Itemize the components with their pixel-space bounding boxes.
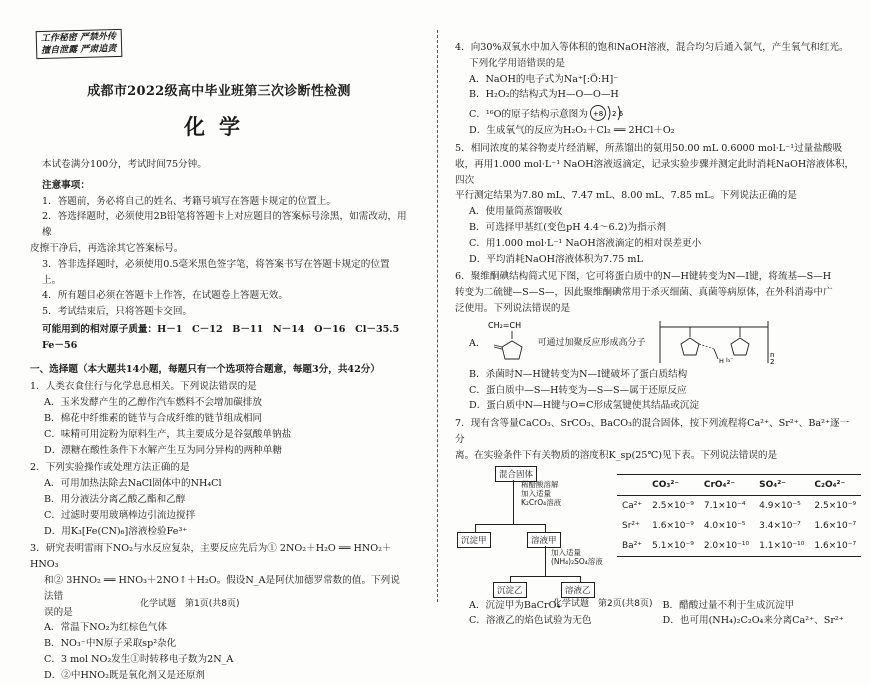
note-4: 4．所有题目必须在答题卡上作答，在试题卷上答题无效。 [42,290,288,302]
stamp-line-2: 擅自泄露 严肃追责 [41,44,117,56]
q3-stem-1: 3．研究表明雷雨下NO₂与水反应复杂，主要反应先后为① 2NO₂＋H₂O ══ HNO₂＋HNO₃ [30,543,392,571]
note-2: 2．答选择题时，必须使用2B铅笔将答题卡上对应题目的答案标号涂黑，如需改动，用橡 [42,211,407,239]
q7-line-2: 离。在实验条件下有关物质的溶度积K_sp(25℃)见下表。下列说法错误的是 [455,449,778,461]
q3-option-b: B．NO₃⁻中N原子采取sp²杂化 [44,638,177,650]
q6-poly-note: 可通过加聚反应形成高分子 [537,338,646,349]
flow-start: 混合固体 [495,466,537,482]
ksp-header: CO₃²⁻ [652,479,680,490]
q2-option-c: C．过滤时要用玻璃棒边引流边搅拌 [44,509,196,521]
ksp-cell: 2.5×10⁻⁹ [814,500,857,511]
ksp-cell: 5.1×10⁻⁹ [652,540,694,551]
q5-option-a: A．使用量筒蒸馏吸收 [469,206,563,218]
hi-label: H [718,356,724,365]
ksp-header [617,474,647,495]
q7-options-row-1 [455,598,856,614]
q4-option-d: D．生成氧气的反应为H₂O₂＋Cl₂ ══ 2HCl＋O₂ [469,125,675,137]
ksp-header-row [617,474,861,495]
note-3: 3．答非选择题时，必须使用0.5毫米黑色签字笔，将答案书写在答题卡规定的位置上。 [42,258,390,286]
section-heading: 一、选择题（本大题共14小题，每题只有一个选项符合题意，每题3分，共42分） [30,363,380,375]
q6-line-2: 转变为二硫键—S—S—，因此聚维酮碘常用于杀灭细菌、真菌等病原体，在外科消毒中广 [455,287,833,299]
q2-option-b: B．用分液法分离乙酸乙酯和乙醇 [44,493,186,505]
q1-option-a: A．玉米发酵产生的乙醇作汽车燃料不会增加碳排放 [44,397,262,409]
q4-stem-2: 下列化学用语错误的是 [469,57,565,69]
ksp-cell: 1.1×10⁻¹⁰ [759,540,805,551]
q1-option-c: C．味精可用淀粉为原料生产，其主要成分是谷氨酸单钠盐 [44,428,292,440]
page-1 [0,0,430,681]
q7-figure [455,466,856,598]
q6-option-d: D．蛋白质中N—H键与O=C形成氢键使其结晶或沉淀 [469,400,699,412]
q3-option-d: D．②中HNO₂既是氧化剂又是还原剂 [44,669,205,681]
q6-option-b: B．杀菌时N—H键转变为N—I键破坏了蛋白质结构 [469,368,688,380]
flow-ppt-1: 沉淀甲 [457,532,491,548]
ksp-cell: Ba²⁺ [622,540,643,551]
q4-option-b: B．H₂O₂的结构式为H—O—O—H [469,89,619,101]
note-1: 1．答题前，务必将自己的姓名、考籍号填写在答题卡规定的位置上。 [42,195,336,207]
q3-stem-3: 误的是 [44,606,73,618]
table-row [617,536,861,557]
ksp-header: SO₄²⁻ [759,479,786,490]
q5-option-b: B．可选择甲基红(变色pH 4.4～6.2)为指示剂 [469,221,666,233]
q5-line-1: 5．相同浓度的某谷物麦片经消解，所蒸馏出的氨用50.00 mL 0.6000 mol·L⁻¹过量盐酸吸 [455,142,843,154]
atom-shells: 2 6 [611,110,623,119]
atomic-mass-line: 可能用到的相对原子质量：H－1 C－12 B－11 N－14 O－16 Cl－35.5 Fe－56 [42,323,409,351]
page-2-footer: 化学试题 第2页(共8页) [553,599,653,609]
ksp-cell: 2.0×10⁻¹⁰ [703,540,750,551]
note-2-cont: 皮擦干净后，再选涂其它答案标号。 [30,242,184,254]
ksp-header: CrO₄²⁻ [703,479,736,490]
sub-n: n [769,350,774,359]
q7-option-b: B．醋酸过量不利于生成沉淀甲 [662,599,795,611]
ksp-cell: 1.6×10⁻⁹ [652,520,694,531]
i3-label: I₃⁻ [725,356,733,364]
page-2 [445,0,870,627]
sub-2: 2 [769,357,775,366]
q1-option-b: B．棉花中纤维素的链节与合成纤维的链节组成相同 [44,412,263,424]
table-row [617,516,861,536]
subject-title: 化学 [184,114,254,139]
ksp-cell: 2.5×10⁻⁹ [652,500,694,511]
q2-option-a: A．可用加热法除去NaCl固体中的NH₄Cl [44,478,222,490]
ksp-cell: 3.4×10⁻⁷ [759,520,801,531]
ksp-header: C₂O₄²⁻ [814,479,846,490]
q6-structures [469,319,856,365]
q6-line-1: 6．聚维酮碘结构简式见下图，它可将蛋白质中的N—H键转变为N—I键，将巯基—S—H [455,271,832,283]
monomer-structure [486,319,536,365]
ksp-cell: 1.6×10⁻⁷ [814,520,857,531]
ksp-cell: 4.9×10⁻⁵ [759,500,801,511]
note-5: 5．考试结束后，只将答题卡交回。 [42,306,193,318]
flow-step-2: 加入适量 (NH₄)₂SO₄溶液 [551,547,603,566]
q5-line-3: 平行测定结果为7.80 mL、7.47 mL、8.00 mL、7.85 mL。下列说法正确的是 [455,190,797,202]
q7-options-row-2 [455,613,856,629]
q7-option-c: C．溶液乙的焰色试验为无色 [469,615,592,627]
oxygen-atom-diagram [588,103,638,123]
table-row [617,495,861,516]
monomer-label: CH₂=CH [487,320,521,330]
q4-option-c: C．¹⁶O的原子结构示意图为 [469,109,588,121]
ksp-cell: Sr²⁺ [622,520,640,531]
q1-stem: 1．人类衣食住行与化学息息相关。下列说法错误的是 [30,381,257,393]
page-divider [437,30,438,602]
q4-stem-1: 4．向30%双氧水中加入等体积的饱和NaOH溶液，混合均匀后通入氯气，产生氧气和红光。 [455,42,849,53]
q1-option-d: D．漂糖在酸性条件下水解产生互为同分异构的两种单糖 [44,444,282,456]
flow-step-1: 稀醋酸溶解 加入适量 K₂CrO₄溶液 [521,479,562,507]
ksp-cell: 7.1×10⁻⁴ [703,500,746,511]
q7-line-1: 7．现有含等量CaCO₃、SrCO₃、BaCO₃的混合固体，按下列流程将Ca²⁺、Sr²⁺、Ba²⁺逐一分 [455,418,850,445]
ksp-cell: 1.6×10⁻⁷ [814,540,857,551]
notes-title: 注意事项： [42,179,90,191]
page-1-footer: 化学试题 第1页(共8页) [140,599,240,609]
flow-ppt-2: 沉淀乙 [493,582,527,598]
stamp-line-1: 工作秘密 严禁外传 [40,32,117,44]
povidone-iodine-structure [656,319,776,365]
ksp-cell: Ca²⁺ [622,500,643,511]
ksp-cell: 4.0×10⁻⁵ [703,520,746,531]
q7-option-d: D．也可用(NH₄)₂C₂O₄来分离Ca²⁺、Sr²⁺ [662,615,844,627]
q3-option-a: A．常温下NO₂为红棕色气体 [44,622,167,634]
q3-option-c: C．3 mol NO₂发生①时转移电子数为2N_A [44,653,234,665]
q4-option-a: A．NaOH的电子式为Na⁺[:Ö:H]⁻ [469,73,619,85]
atom-nucleus: +8 [592,110,604,119]
q3-stem-2: 和② 3HNO₂ ══ HNO₃＋2NO↑＋H₂O。假设N_A是阿伏加德罗常数的值。下列说法错 [44,574,400,602]
intro-text: 本试卷满分100分，考试时间75分钟。 [42,159,207,170]
school-title: 成都市2022级高中毕业班第三次诊断性检测 [87,84,351,99]
ksp-table [617,474,861,557]
q6-option-c: C．蛋白质中—S—H转变为—S—S—属于还原反应 [469,384,687,396]
q5-option-d: D．平均消耗NaOH溶液体积为7.75 mL [469,253,643,265]
q5-option-c: C．用1.000 mol·L⁻¹ NaOH溶液滴定的相对误差更小 [469,237,702,249]
q6-line-3: 泛使用。下列说法错误的是 [455,302,571,314]
q2-stem: 2．下列实验操作或处理方法正确的是 [30,462,190,474]
q2-option-d: D．用K₃[Fe(CN)₆]溶液检验Fe³⁺ [44,525,188,537]
flow-sol-2: 溶液乙 [561,582,595,598]
q7-option-a: A．沉淀甲为BaCrO₄ [469,599,561,611]
q5-line-2: 收，再用1.000 mol·L⁻¹ NaOH溶液返滴定，记录实验步骤并测定此时消耗NaOH溶液体积，四次 [455,158,855,186]
flow-sol-1: 溶液甲 [527,532,561,548]
q6-option-a-label: A． [469,337,486,349]
